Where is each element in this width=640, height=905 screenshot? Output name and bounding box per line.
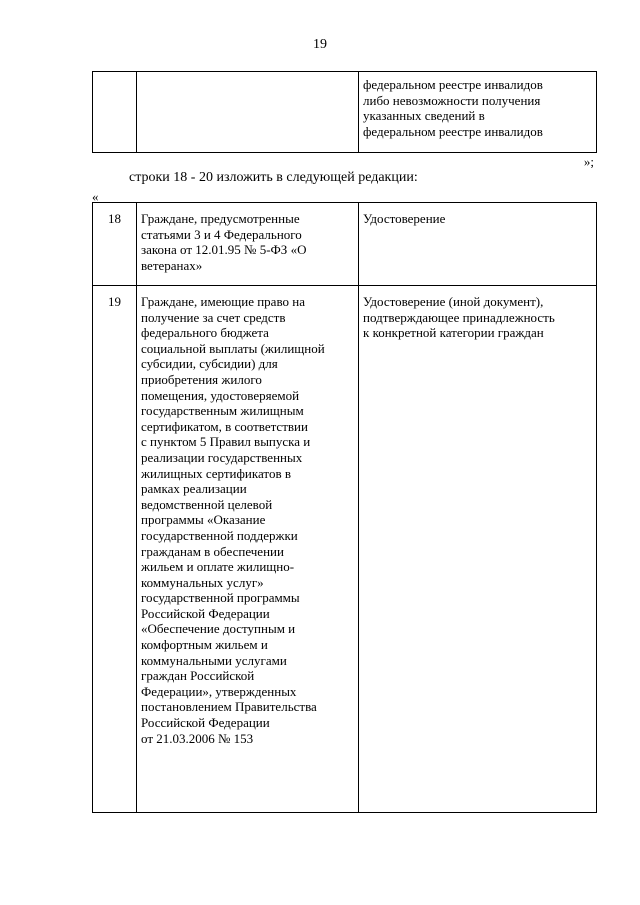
cell-line: коммунальных услуг» — [141, 574, 264, 590]
cell-line: Российской Федерации — [141, 715, 270, 731]
continuation-table — [92, 71, 597, 153]
cell-line: государственным жилищным — [141, 403, 304, 419]
page-number: 19 — [313, 37, 327, 52]
document-cell — [359, 203, 597, 286]
category-cell — [137, 286, 359, 813]
cell-line: получение за счет средств — [141, 309, 286, 325]
cell-line: государственной поддержки — [141, 527, 298, 543]
cell-line: приобретения жилого — [141, 371, 262, 387]
cell-line: либо невозможности получения — [363, 92, 541, 108]
cell-line: государственной программы — [141, 590, 300, 606]
cell-line: помещения, удостоверяемой — [141, 387, 300, 403]
cell-line: граждан Российской — [141, 668, 255, 684]
cell-line: программы «Оказание — [141, 512, 266, 528]
cell-line: статьями 3 и 4 Федерального — [141, 226, 302, 242]
table-row-19 — [93, 286, 597, 813]
category-cell — [137, 72, 359, 153]
cell-line: постановлением Правительства — [141, 699, 317, 715]
row-number: 18 — [93, 203, 137, 286]
cell-line: Граждане, предусмотренные — [141, 211, 300, 226]
row-number: 19 — [93, 286, 137, 813]
category-cell — [137, 203, 359, 286]
cell-line: федерального бюджета — [141, 325, 269, 341]
cell-line: сертификатом, в соответствии — [141, 418, 308, 434]
cell-line: к конкретной категории граждан — [363, 325, 544, 341]
opening-quote: « — [92, 189, 99, 204]
document-cell — [359, 72, 597, 153]
cell-line: федеральном реестре инвалидов — [363, 123, 543, 139]
cell-line: с пунктом 5 Правил выпуска и — [141, 434, 311, 450]
cell-line: от 21.03.2006 № 153 — [141, 730, 254, 746]
cell-line: реализации государственных — [141, 449, 303, 465]
closing-quote: »; — [583, 154, 594, 169]
cell-line: жильем и оплате жилищно- — [141, 559, 295, 575]
cell-line: комфортным жильем и — [141, 637, 268, 653]
cell-line: Федерации», утвержденных — [141, 683, 297, 699]
table-row-18 — [93, 203, 597, 286]
cell-line: Российской Федерации — [141, 605, 270, 621]
cell-line: ведомственной целевой — [141, 496, 273, 512]
cell-line: указанных сведений в — [363, 108, 485, 124]
table-row — [93, 72, 597, 153]
cell-line: жилищных сертификатов в — [141, 465, 291, 481]
cell-line: субсидии, субсидии) для — [141, 356, 278, 372]
amendment-instruction: строки 18 - 20 изложить в следующей редакции: — [129, 170, 418, 185]
cell-line: рамках реализации — [141, 481, 247, 497]
cell-line: федеральном реестре инвалидов — [363, 77, 543, 92]
document-cell — [359, 286, 597, 813]
cell-line: гражданам в обеспечении — [141, 543, 284, 559]
cell-line: закона от 12.01.95 № 5-ФЗ «О — [141, 242, 307, 258]
cell-line: подтверждающее принадлежность — [363, 309, 555, 325]
cell-line: социальной выплаты (жилищной — [141, 340, 325, 356]
cell-line: «Обеспечение доступным и — [141, 621, 296, 637]
cell-line: ветеранах» — [141, 257, 203, 273]
number-cell — [93, 72, 137, 153]
cell-line: Удостоверение (иной документ), — [363, 294, 544, 309]
cell-line: Удостоверение — [363, 211, 446, 226]
cell-line: коммунальными услугами — [141, 652, 287, 668]
cell-line: Граждане, имеющие право на — [141, 294, 305, 309]
amended-rows-table — [92, 202, 597, 813]
